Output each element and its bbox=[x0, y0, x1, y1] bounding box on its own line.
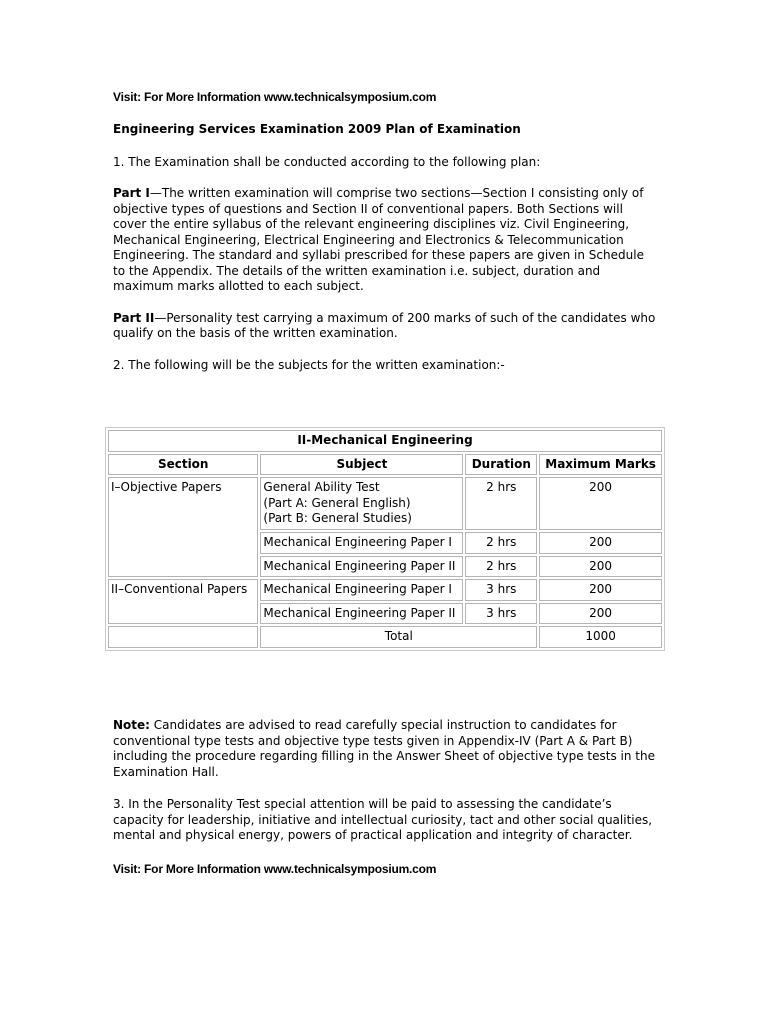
table-header-row bbox=[108, 454, 662, 476]
marks-cell: 200 bbox=[539, 603, 662, 625]
duration-cell: 3 hrs bbox=[465, 579, 537, 601]
total-label: Total bbox=[260, 626, 537, 648]
empty-cell bbox=[108, 626, 258, 648]
document-title: Engineering Services Examination 2009 Plan of Examination bbox=[113, 122, 521, 136]
duration-cell: 2 hrs bbox=[465, 477, 537, 530]
duration-cell: 2 hrs bbox=[465, 556, 537, 578]
part-1-label: Part I bbox=[113, 186, 150, 200]
subject-cell: Mechanical Engineering Paper I bbox=[260, 579, 463, 601]
paragraph-subjects: 2. The following will be the subjects for the written examination:- bbox=[113, 357, 505, 372]
subject-line: (Part A: General English) bbox=[263, 495, 411, 510]
duration-cell: 3 hrs bbox=[465, 603, 537, 625]
part-2-text: —Personality test carrying a maximum of 200 marks of such of the candidates who qualify on the basis of the written examination. bbox=[113, 310, 656, 340]
exam-table bbox=[105, 427, 665, 651]
visit-banner-bottom: Visit: For More Information www.technicalsymposium.com bbox=[113, 861, 437, 876]
table-caption: II-Mechanical Engineering bbox=[108, 430, 662, 452]
marks-cell: 200 bbox=[539, 579, 662, 601]
exam-table-wrapper bbox=[105, 427, 665, 651]
section-conventional: II–Conventional Papers bbox=[108, 579, 258, 624]
header-max-marks: Maximum Marks bbox=[539, 454, 662, 476]
section-objective: I–Objective Papers bbox=[108, 477, 258, 577]
note-text: Candidates are advised to read carefully special instruction to candidates for conventional type tests and objective type tests given in Appendix-IV (Part A & Part B) including the procedure regarding filling in the Answer Sheet of objective type tests in the Examination Hall. bbox=[113, 718, 655, 779]
paragraph-part-1 bbox=[113, 186, 658, 295]
subject-line: General Ability Test bbox=[263, 480, 380, 494]
table-row bbox=[108, 477, 662, 530]
subject-cell: Mechanical Engineering Paper II bbox=[260, 556, 463, 578]
marks-cell: 200 bbox=[539, 477, 662, 530]
paragraph-part-2 bbox=[113, 311, 658, 342]
marks-cell: 200 bbox=[539, 532, 662, 554]
part-1-text: —The written examination will comprise two sections—Section I consisting only of objective types of questions and Section II of conventional papers. Both Sections will cover the entire syllabus of the relevant engineering disciplines viz. Civil Engineering, Mechanical Engineering, Electrical Engineering and Electronics & Telecommunication Engineering. The standard and syllabi prescribed for these papers are given in Schedule to the Appendix. The details of the written examination i.e. subject, duration and maximum marks allotted to each subject. bbox=[113, 186, 644, 293]
table-total-row bbox=[108, 626, 662, 648]
duration-cell: 2 hrs bbox=[465, 532, 537, 554]
subject-line: (Part B: General Studies) bbox=[263, 511, 412, 525]
header-section: Section bbox=[108, 454, 258, 476]
paragraph-plan: 1. The Examination shall be conducted according to the following plan: bbox=[113, 154, 541, 169]
total-value: 1000 bbox=[539, 626, 662, 648]
subject-cell: Mechanical Engineering Paper II bbox=[260, 603, 463, 625]
paragraph-personality-test: 3. In the Personality Test special attention will be paid to assessing the candidate’s capacity for leadership, initiative and intellectual curiosity, tact and other social qualities, mental and physical energy, powers of practical application and integrity of character. bbox=[113, 797, 653, 842]
table-caption-row bbox=[108, 430, 662, 452]
document-footer bbox=[113, 718, 658, 877]
marks-cell: 200 bbox=[539, 556, 662, 578]
table-row bbox=[108, 579, 662, 601]
paragraph-note bbox=[113, 718, 658, 780]
part-2-label: Part II bbox=[113, 310, 155, 325]
note-label: Note: bbox=[113, 718, 150, 732]
document-body bbox=[113, 89, 658, 373]
header-subject: Subject bbox=[260, 454, 463, 476]
subject-cell bbox=[260, 477, 463, 530]
subject-cell: Mechanical Engineering Paper I bbox=[260, 532, 463, 554]
header-duration: Duration bbox=[465, 454, 537, 476]
visit-banner-top: Visit: For More Information www.technicalsymposium.com bbox=[113, 90, 437, 104]
